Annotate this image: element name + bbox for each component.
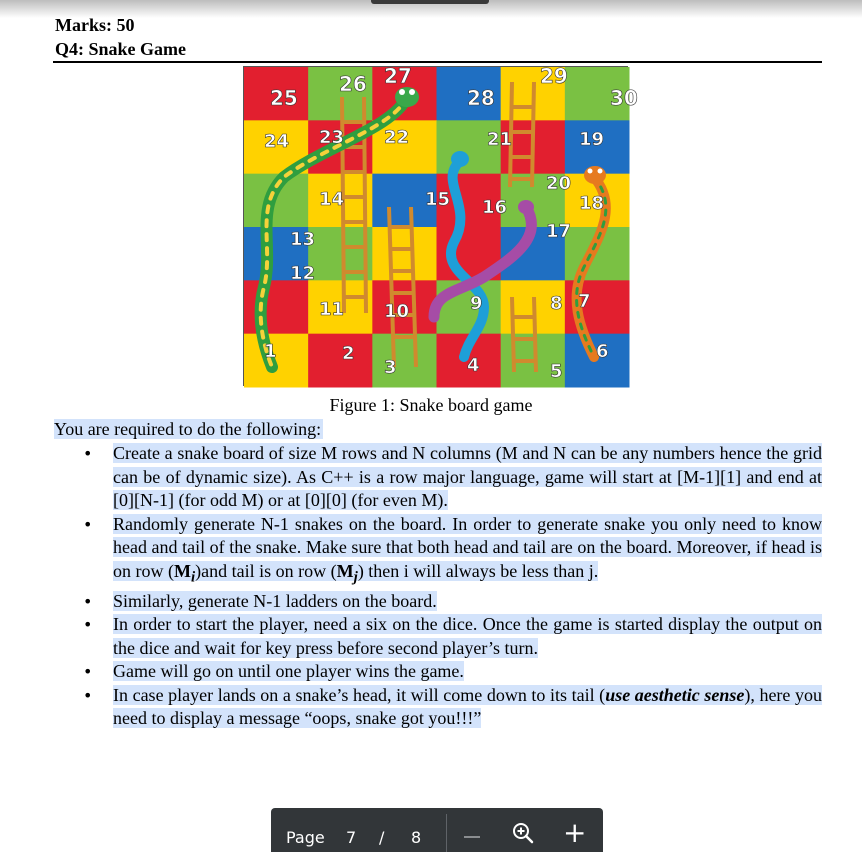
board-cell xyxy=(308,334,373,388)
board-number: 3 xyxy=(384,357,397,378)
board-number: 22 xyxy=(384,127,410,148)
list-item xyxy=(80,590,822,614)
page-label: Page xyxy=(286,828,325,847)
board-number: 21 xyxy=(487,129,513,150)
header-rule xyxy=(53,61,822,63)
text-part: In case player lands on a snake’s head, it will come down to its tail ( xyxy=(113,684,606,705)
figure-caption: Figure 1: Snake board game xyxy=(329,395,533,415)
list-item-text: Game will go on until one player wins the game. xyxy=(113,661,464,682)
board-number: 17 xyxy=(546,221,572,242)
board-number: 11 xyxy=(319,299,345,320)
list-item-text: Similarly, generate N-1 ladders on the board. xyxy=(113,590,437,611)
list-item xyxy=(80,442,822,513)
board-number: 24 xyxy=(264,131,290,152)
total-pages: 8 xyxy=(411,828,422,847)
snake-board-figure xyxy=(243,64,638,386)
text-part: ), here you need to display a message “oops, snake got you!!!” xyxy=(113,684,823,729)
page-separator: / xyxy=(379,828,385,847)
snake-board-illustration xyxy=(244,64,638,387)
math-symbol: M xyxy=(336,560,354,581)
list-item xyxy=(80,684,822,731)
snake-head xyxy=(518,200,534,214)
viewer-top-handle xyxy=(371,0,489,4)
board-number: 27 xyxy=(384,64,412,88)
board-number: 4 xyxy=(467,355,480,376)
list-item xyxy=(80,513,822,590)
board-number: 2 xyxy=(342,343,355,364)
question-title: Q4: Snake Game xyxy=(55,39,187,59)
board-number: 6 xyxy=(596,341,609,362)
list-item xyxy=(80,613,822,660)
math-subscript: i xyxy=(191,569,196,586)
list-item-text xyxy=(113,685,822,729)
board-number: 25 xyxy=(270,86,298,110)
board-cell xyxy=(244,280,309,334)
board-cell xyxy=(372,334,437,388)
pdf-page-toolbar xyxy=(271,808,603,852)
board-number: 14 xyxy=(319,189,345,210)
list-item-text: In order to start the player, need a six on the dice. Once the game is started display the output on the dice and wait for key press before second player’s turn. xyxy=(113,614,822,658)
text-part: )and tail is on row ( xyxy=(195,560,337,581)
snake-head xyxy=(395,87,419,107)
board-number: 19 xyxy=(579,129,605,150)
board-number: 29 xyxy=(540,64,568,88)
requirements-list xyxy=(80,442,822,731)
zoom-in-button[interactable]: + xyxy=(563,816,587,849)
board-number: 8 xyxy=(550,293,563,314)
text-part: ) then i will always be less than j. xyxy=(357,560,599,581)
list-item-text xyxy=(113,513,822,586)
board-number: 23 xyxy=(319,127,345,148)
snake-head xyxy=(451,151,469,167)
instructions-intro xyxy=(54,418,323,440)
board-number: 28 xyxy=(467,86,495,110)
zoom-out-button[interactable] xyxy=(464,836,480,838)
board-number: 30 xyxy=(610,86,638,110)
zoom-fit-icon[interactable] xyxy=(512,822,534,844)
board-number: 15 xyxy=(425,189,451,210)
list-item-text: Create a snake board of size M rows and N columns (M and N can be any numbers hence the grid can be of dynamic size). As C++ is a row major language, game will start at [M-1][1] and end at [0][N-1] (for odd M) or at [0][0] (for even M). xyxy=(113,443,822,510)
board-number: 18 xyxy=(579,193,605,214)
text-part: Randomly generate N-1 snakes on the board. In order to generate snake you only need to know head and tail of the snake. Make sure that both head and tail are on the board. Moreover, if head is on row ( xyxy=(113,513,822,581)
marks-label: Marks: 50 xyxy=(55,15,135,35)
snake-head xyxy=(584,166,606,184)
board-number: 26 xyxy=(339,72,367,96)
board-number: 10 xyxy=(384,301,410,322)
board-number: 9 xyxy=(470,293,483,314)
board-number: 1 xyxy=(264,341,277,362)
intro-text: You are required to do the following: xyxy=(54,419,322,439)
board-number: 20 xyxy=(546,173,572,194)
board-number: 12 xyxy=(290,263,316,284)
current-page-input[interactable]: 7 xyxy=(346,828,357,847)
board-number: 7 xyxy=(578,291,591,312)
math-symbol: M xyxy=(174,560,191,581)
toolbar-divider xyxy=(446,814,447,852)
emphasis-text: use aesthetic sense xyxy=(605,684,745,705)
board-number: 5 xyxy=(550,361,563,382)
list-item xyxy=(80,660,822,684)
board-number: 13 xyxy=(290,229,316,250)
board-number: 16 xyxy=(482,197,508,218)
math-subscript: j xyxy=(353,569,358,586)
